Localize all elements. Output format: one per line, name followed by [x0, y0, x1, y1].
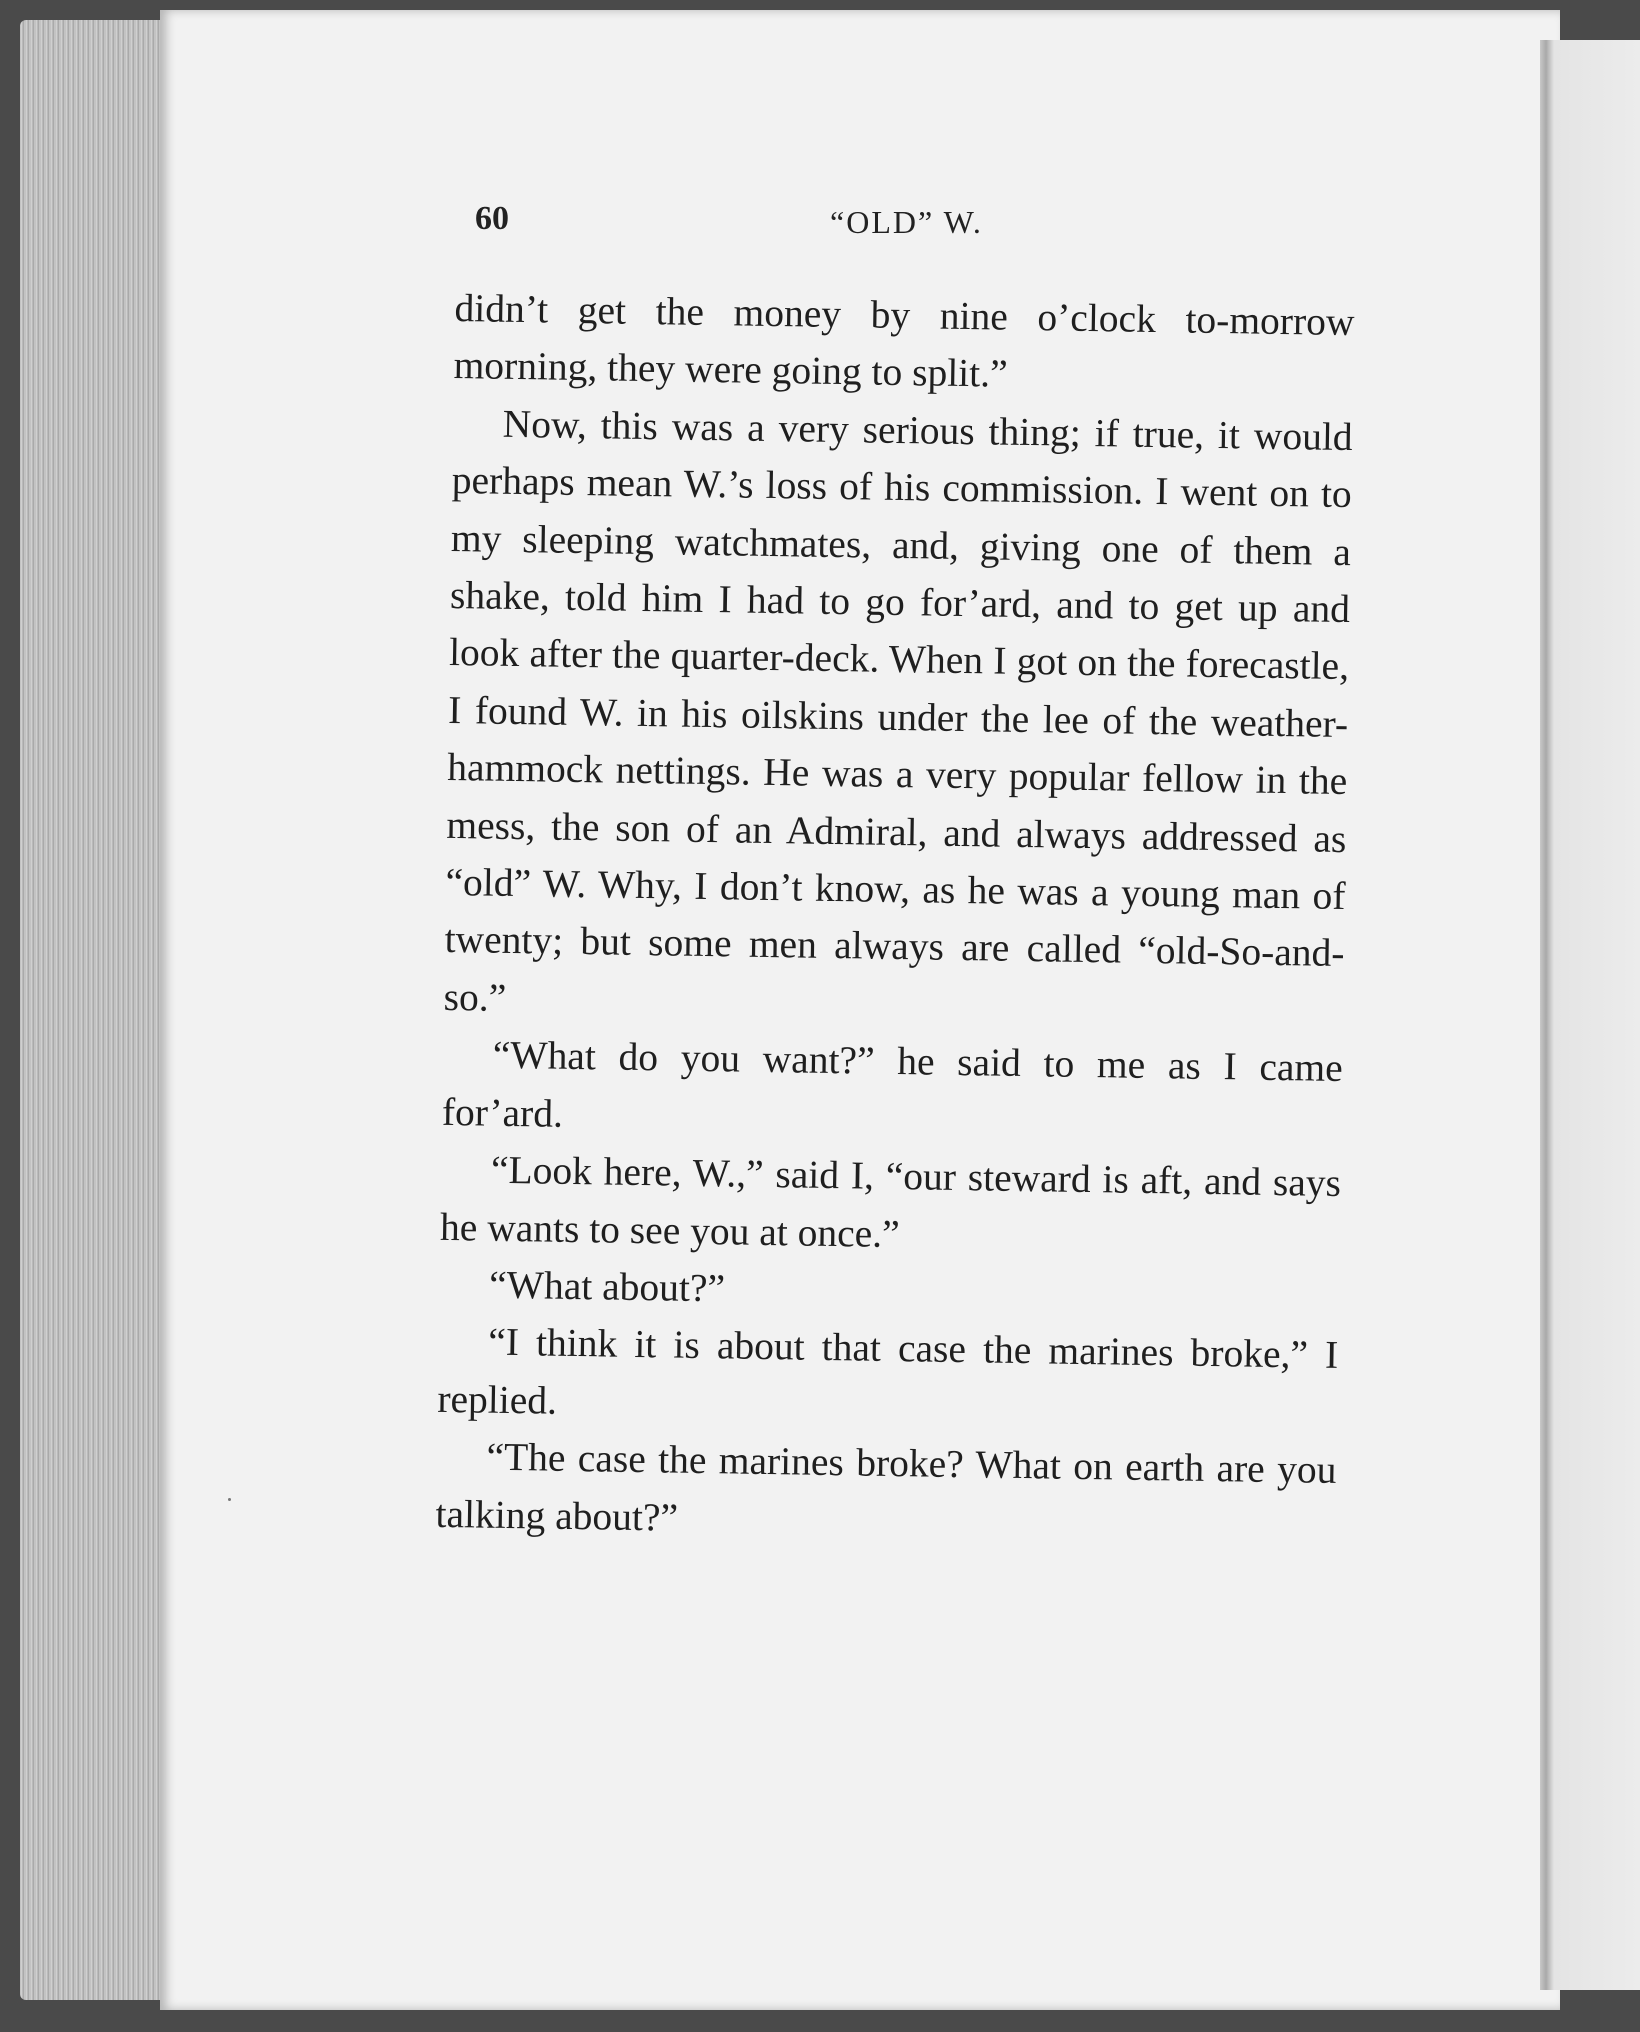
paragraph: “What do you want?” he said to me as I came for’ard.: [441, 1032, 1344, 1136]
body-text: [435, 280, 1355, 1557]
paragraph: “Look here, W.,” said I, “our steward is aft, and says he wants to see you at once.”: [439, 1147, 1342, 1256]
page-number: 60: [475, 200, 509, 237]
paragraph: “What about?”: [488, 1262, 726, 1311]
facing-page-edge: [1540, 40, 1640, 1990]
paragraph: didn’t get the money by nine o’clock to-morrow morning, they were going to split.”: [453, 285, 1355, 397]
paragraph: “I think it is about that case the marines broke,” I replied.: [437, 1319, 1339, 1423]
paragraph: Now, this was a very serious thing; if true, it would perhaps mean W.’s loss of his commission. I went on to my sleeping watchmates, and, giving one of them a shake, told him I had to go for’ard, and to get up and look after the quarter-deck. When I got on the forecastle, I found W. in his oilskins under the lee of the weather-hammock nettings. He was a very popular fellow in the mess, the son of an Admiral, and always addressed as “old” W. Why, I don’t know, as he was a young man of twenty; but some men always are called “old-So-and-so.”: [443, 401, 1353, 1020]
paragraph: “The case the marines broke? What on earth are you talking about?”: [435, 1434, 1337, 1540]
page-edges: [20, 20, 170, 2000]
paper-speck: [228, 1498, 231, 1501]
running-head: [475, 200, 1350, 250]
running-title: “OLD” W.: [830, 204, 983, 240]
